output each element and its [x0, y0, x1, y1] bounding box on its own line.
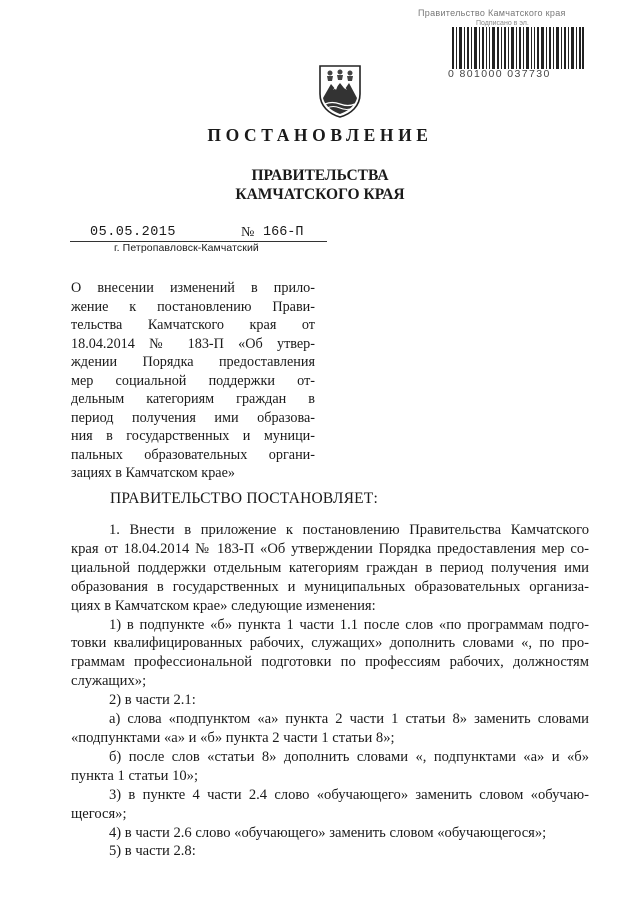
body-line: образования в государственных и муниципальных образовательных организа- — [71, 578, 589, 595]
subject-line: период получения ими образова- — [71, 409, 315, 426]
body-line: 1) в подпункте «б» пункта 1 части 1.1 после слов «по программам подго- — [109, 616, 589, 633]
body-line: щегося»; — [71, 805, 127, 822]
subject-line: 18.04.2014 № 183-П «Об утвер- — [71, 335, 315, 352]
issuer-line-1: ПРАВИТЕЛЬСТВА — [251, 167, 389, 184]
subject-line: мер социальной поддержки от- — [71, 372, 315, 389]
subject-line: ждении Порядка предоставления — [71, 354, 315, 370]
body-line: 3) в пункте 4 части 2.4 слово «обучающего» заменить словом «обучаю- — [109, 786, 589, 803]
body-line: «подпунктами «а» и «б» пункта 2 части 1 статьи 8»; — [71, 729, 395, 746]
subject-line: зациях в Камчатском крае» — [71, 465, 235, 481]
body-line: края от 18.04.2014 № 183-П «Об утверждении Порядка предоставления мер со- — [71, 540, 589, 557]
body-line: а) слова «подпунктом «а» пункта 2 части 1 статьи 8» заменить словами — [109, 711, 589, 728]
issuer-line-2: КАМЧАТСКОГО КРАЯ — [235, 186, 405, 203]
subject-line: пальных образовательных органи- — [71, 446, 315, 463]
subject-line: тельства Камчатского края от — [71, 317, 315, 333]
registry-stamp: Правительство Камчатского края — [418, 8, 566, 18]
body-line: 1. Внести в приложение к постановлению Правительства Камчатского — [109, 522, 589, 538]
barcode-number: 0 801000 037730 — [448, 68, 551, 80]
body-line: служащих»; — [71, 673, 147, 690]
decree-heading: ПРАВИТЕЛЬСТВО ПОСТАНОВЛЯЕТ: — [110, 490, 378, 507]
subject-line: О внесении изменений в прило- — [71, 280, 315, 296]
kamchatka-coat-of-arms-icon — [317, 64, 363, 118]
body-line: граммам профессиональной подготовки по профессиям рабочих, должностям — [71, 654, 589, 671]
document-number: 166-П — [263, 225, 304, 240]
document-date: 05.05.2015 — [90, 225, 177, 240]
document-number-label: № — [241, 225, 255, 240]
body-line: 5) в части 2.8: — [109, 843, 196, 860]
document-city: г. Петропавловск-Камчатский — [114, 242, 259, 254]
registry-sub-stamp: Подписано в эл. — [476, 20, 529, 27]
body-line: циальной поддержки отдельным категориям граждан в период получения ими — [71, 559, 589, 576]
barcode-icon — [452, 27, 584, 69]
body-line: 2) в части 2.1: — [109, 692, 196, 709]
body-line: 4) в части 2.6 слово «обучающего» заменить словом «обучающегося»; — [109, 824, 547, 841]
subject-line: дельным категориям граждан в — [71, 391, 315, 407]
document-body — [71, 521, 589, 861]
body-line: товки квалифицированных рабочих, служащих» дополнить словами «, по про- — [71, 635, 589, 652]
body-line: б) после слов «статьи 8» дополнить словами «, подпунктами «а» и «б» — [109, 748, 589, 765]
document-subject — [71, 279, 315, 483]
subject-line: жение к постановлению Прави- — [71, 298, 315, 315]
body-line: циях в Камчатском крае» следующие изменения: — [71, 597, 376, 614]
document-title: ПОСТАНОВЛЕНИЕ — [207, 125, 433, 145]
subject-line: ния в государственных и муници- — [71, 428, 315, 444]
body-line: пункта 1 статьи 10»; — [71, 767, 199, 784]
